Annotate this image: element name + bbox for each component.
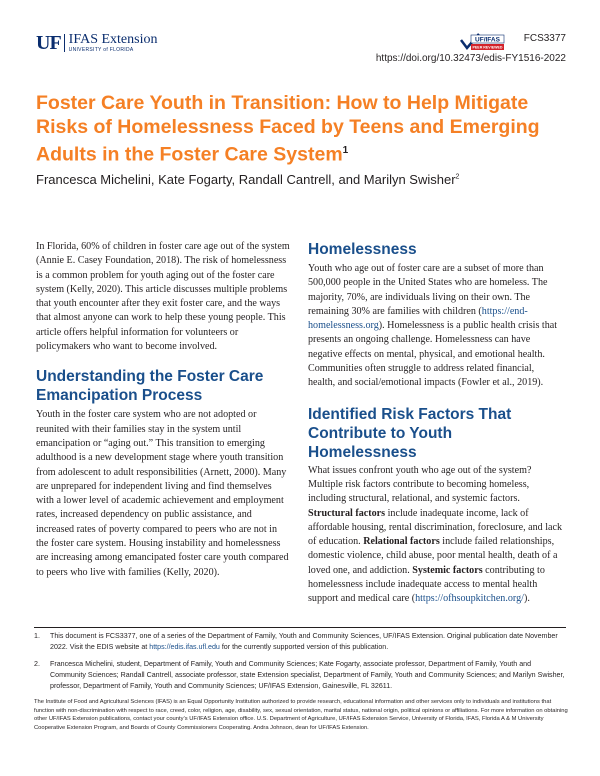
risk-intro-text: What issues confront youth who age out of the system? Multiple risk factors contribute to becoming homeless, including structural, relational, and systemic factors. [308, 464, 532, 505]
emancipation-heading: Understanding the Foster Care Emancipation Process [36, 368, 264, 405]
footnote-number: 1. [34, 632, 40, 640]
soup-kitchen-link[interactable]: https://ofhsoupkitchen.org/ [415, 593, 524, 605]
authors-footnote-ref: 2 [455, 173, 460, 181]
footnotes [34, 627, 566, 692]
homelessness-text-a: Youth who age out of foster care are a subset of more than 500,000 people in the United States who are homeless. The majority, 70%, are individuals living on their own. The remaining 30% are families with children ( [308, 263, 548, 317]
equal-opportunity-disclaimer: The Institute of Food and Agricultural Sciences (IFAS) is an Equal Opportunity Institution authorized to provide research, educational information and other services only to individuals and institutions that function with non-discrimination with respect to race, creed, color, religion, age, disability, sex, sexual orientation, marital status, national origin, political opinions or affiliations. For more information on obtaining other UF/IFAS Extension publications, contact your county’s UF/IFAS Extension office. U.S. Department of Agriculture, UF/IFAS Extension Service, University of Florida, IFAS, Florida A & M University Cooperative Extension Program, and Boards of County Commissioners Cooperating. Andra Johnson, dean for UF/IFAS Extension. [34, 699, 568, 731]
footnote-text-b: for the currently supported version of this publication. [219, 643, 389, 651]
homelessness-paragraph [308, 262, 563, 391]
seal-bottom-text: PEER REVIEWED [472, 45, 503, 50]
end-homelessness-link[interactable]: https://end-homelessness.org [308, 305, 528, 332]
doi-link[interactable]: https://doi.org/10.32473/edis-FY1516-2022 [375, 53, 566, 64]
homelessness-heading: Homelessness [308, 241, 417, 258]
logo-text [69, 33, 158, 53]
peer-reviewed-seal-icon [459, 32, 505, 52]
logo-divider [64, 34, 65, 52]
footnote-number: 2. [34, 660, 40, 668]
systemic-factors-text: contributing to homelessness include inadequate access to mental health support and medical care ( [308, 564, 545, 605]
edis-link[interactable]: https://edis.ifas.ufl.edu [149, 643, 220, 651]
homelessness-text-b: ). Homelessness is a public health crisis that presents an ongoing challenge. Homelessness can have negative effects on mental, physical, and emotional health. Communities often struggle to address related financial, health, and social/emotional impacts (Fowler et al., 2019). [308, 320, 558, 389]
relational-factors-label: Relational factors [363, 536, 440, 548]
document-id: FCS3377 [523, 33, 566, 44]
title-footnote-ref: 1 [342, 145, 349, 156]
page-title [36, 91, 566, 167]
footnote-body: Francesca Michelini, student, Department of Family, Youth and Community Sciences; Kate Fogarty, associate professor, Department of Family, Youth and Community Sciences; Randall Cantrell, associate professor, state Extension specialist, Department of Family, Youth and Community Sciences; and Marilyn Swisher, professor, Department of Family, Youth and Community Sciences; UF/IFAS Extension, Gainesville, FL 32611. [50, 660, 565, 690]
title-text: Foster Care Youth in Transition: How to Help Mitigate Risks of Homelessness Faced by Teens and Emerging Adults in the Foster Care System [36, 92, 540, 166]
footnote-2 [34, 659, 566, 692]
systemic-factors-label: Systemic factors [412, 564, 483, 576]
uf-logo-mark: UF [36, 32, 61, 54]
seal-top-text: UF/IFAS [475, 36, 500, 44]
intro-paragraph: In Florida, 60% of children in foster care age out of the system (Annie E. Casey Foundation, 2018). The risk of homelessness is a common problem for youth aging out of the foster care system (Kelly, 2020). This article discusses multiple problems that youth encounter after they exit foster care, and the ways that almost anyone can work to help these young people. This article offers helpful information for volunteers or policymakers who want to become involved. [36, 241, 290, 353]
risk-factors-paragraph [308, 464, 563, 607]
structural-factors-text: include inadequate income, lack of affordable housing, rental discrimination, foreclosure, and lack of education. [308, 507, 563, 548]
emancipation-paragraph: Youth in the foster care system who are not adopted or reunited with their families stay in the system until emancipation or “aging out.” This transition to emerging adulthood is a new development stage where youth transition from adolescent to adult responsibilities (Arnett, 2000). Many are unprepared for independent living and find themselves with a lower level of academic achievement and employment rates, increased dependency on public assistance, and increased rates of poverty compared to peers who are not in the foster care system. Housing instability and homelessness are increasing among emancipated foster care youth compared to peers who live with families (Kelly, 2020). [36, 409, 289, 578]
footnote-text-a: This document is FCS3377, one of a series of the Department of Family, Youth and Community Sciences, UF/IFAS Extension. Original publication date November 2022. Visit the EDIS website at [50, 632, 558, 651]
structural-factors-label: Structural factors [308, 507, 386, 519]
risk-factors-heading: Identified Risk Factors That Contribute to Youth Homelessness [308, 405, 512, 461]
relational-factors-text: include failed relationships, domestic violence, child abuse, poor mental health, death of a loved one, and addiction. [308, 536, 558, 576]
logo-sub-text: UNIVERSITY of FLORIDA [68, 47, 134, 53]
authors-line [36, 172, 459, 187]
authors-text: Francesca Michelini, Kate Fogarty, Randall Cantrell, and Marilyn Swisher [36, 172, 456, 187]
left-column [36, 240, 291, 580]
logo-main-text: IFAS Extension [68, 32, 158, 47]
right-column [308, 240, 563, 607]
footnote-1 [34, 631, 566, 653]
uf-ifas-logo [36, 33, 157, 53]
footnote-body [50, 631, 566, 653]
systemic-end-text: ). [523, 593, 530, 605]
